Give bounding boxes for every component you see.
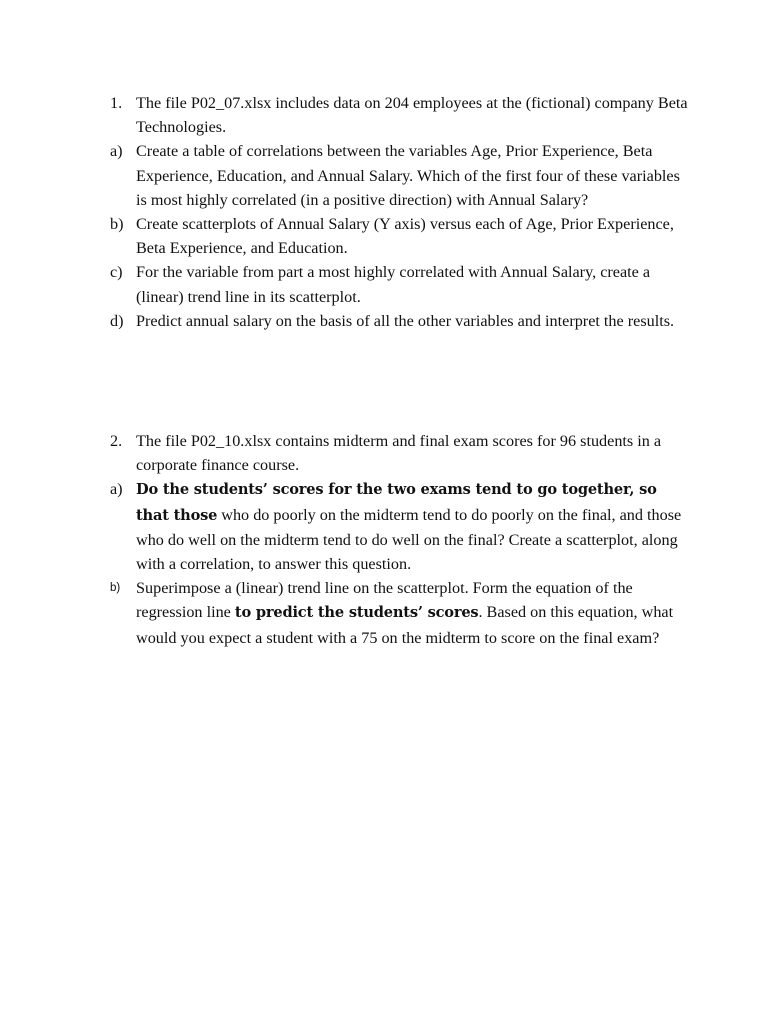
- part-text-before: Superimpose a (linear) trend line on the scatterplot. Form the equation of the regression line: [136, 579, 633, 622]
- question-1-part-d: [110, 309, 690, 333]
- part-bold-text: Do the students’ scores for the two exams tend to go together, so that those: [136, 481, 657, 524]
- part-text: Predict annual salary on the basis of all the other variables and interpret the results.: [136, 311, 675, 330]
- part-label: c): [110, 263, 123, 282]
- question-2-stem: [110, 429, 690, 477]
- part-bold-text: to predict the students’ scores: [234, 604, 479, 622]
- question-2-part-a: [110, 477, 690, 576]
- question-2-number: 2.: [110, 432, 123, 450]
- part-label: b): [110, 215, 124, 234]
- question-2: [110, 429, 690, 650]
- part-label: b): [110, 582, 121, 595]
- part-text-after: . Based on this equation, what would you expect a student with a 75 on the midterm to score on the final exam?: [136, 603, 674, 647]
- question-1-number: 1.: [110, 94, 123, 112]
- question-1-part-a: [110, 139, 690, 212]
- question-1-stem: [110, 91, 690, 139]
- part-text: who do poorly on the midterm tend to do poorly on the final, and those who do well on the midterm tend to do well on the final? Create a scatterplot, along with a correlation, to answer this question.: [136, 505, 682, 574]
- part-label: a): [110, 480, 123, 499]
- question-2-text: The file P02_10.xlsx contains midterm and final exam scores for 96 students in a corporate finance course.: [136, 432, 662, 475]
- question-1-text: The file P02_07.xlsx includes data on 204 employees at the (fictional) company Beta Technologies.: [136, 94, 688, 137]
- question-2-part-b: [110, 576, 690, 650]
- question-1-part-b: [110, 212, 690, 260]
- part-label: d): [110, 311, 124, 330]
- part-label: a): [110, 142, 123, 161]
- question-1: [110, 91, 690, 333]
- part-text: Create a table of correlations between the variables Age, Prior Experience, Beta Experience, Education, and Annual Salary. Which of the first four of these variables is most highly correlated (in a positive direction) with Annual Salary?: [136, 142, 680, 209]
- part-text: Create scatterplots of Annual Salary (Y axis) versus each of Age, Prior Experience, Beta Experience, and Education.: [136, 215, 674, 258]
- part-text: For the variable from part a most highly correlated with Annual Salary, create a (linear) trend line in its scatterplot.: [136, 263, 651, 306]
- question-1-part-c: [110, 260, 690, 308]
